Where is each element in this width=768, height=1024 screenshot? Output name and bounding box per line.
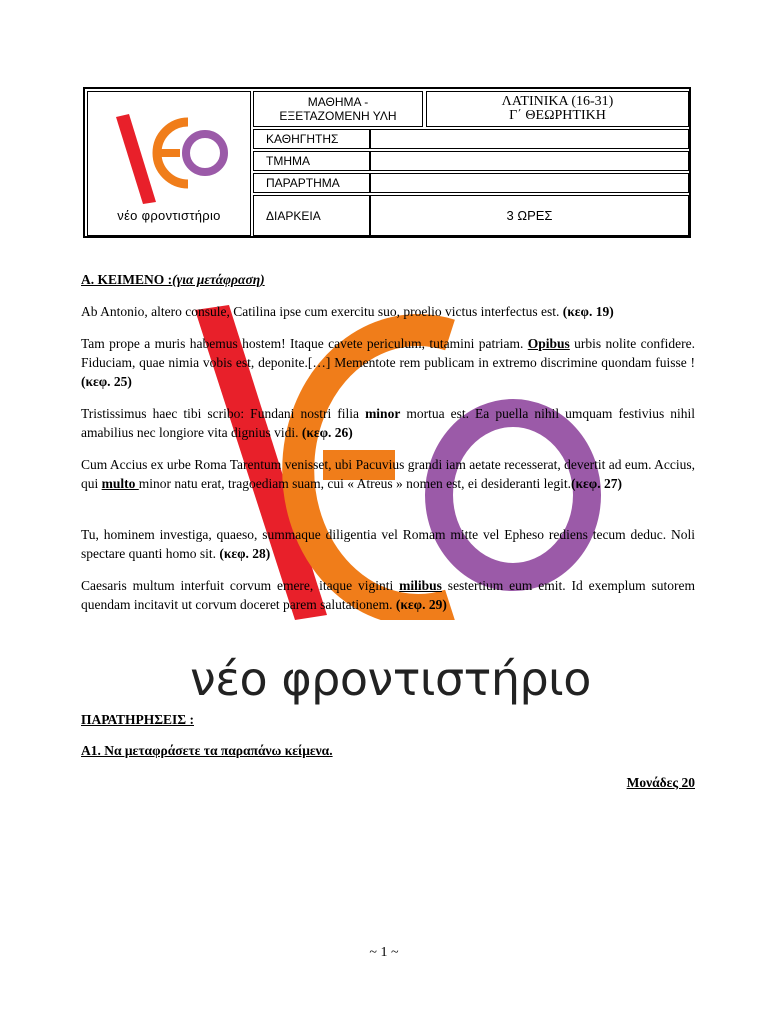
subject-value-cell: [426, 91, 689, 127]
duration-label: ΔΙΑΡΚΕΙΑ: [253, 195, 370, 236]
section-a-title: [81, 270, 695, 289]
paragraph-5: [81, 525, 695, 563]
p5-ref: (κεφ. 28): [219, 546, 271, 561]
p1-ref: (κεφ. 19): [562, 304, 614, 319]
p2-ref: (κεφ. 25): [81, 374, 132, 389]
p4-ref: (κεφ. 27): [571, 476, 622, 491]
subject-label-line1: ΜΑΘΗΜΑ -: [307, 95, 369, 109]
teacher-value: [370, 129, 689, 149]
remarks-heading: [81, 710, 695, 729]
p4-text-b: minor natu erat, tragoediam suam, cui « Atreus » nomen est, ei desideranti legit.: [138, 476, 572, 491]
remarks-text: ΠΑΡΑΤΗΡΗΣΕΙΣ :: [81, 712, 194, 727]
p1-text: Ab Antonio, altero consule, Catilina ipse cum exercitu suo, proelio victus interfectus est.: [81, 304, 563, 319]
paragraph-6: [81, 576, 695, 614]
paragraph-2: [81, 334, 695, 391]
p6-ref: (κεφ. 29): [395, 597, 447, 612]
p2-text-b: urbis nolite confidere. Fiduciam, quae nimia vobis est, deponite.[…] Mementote rem publicam in extremo discrimine quondam fuisse !: [81, 336, 695, 370]
subject-label-line2: ΕΞΕΤΑΖΟΜΕΝΗ ΥΛΗ: [279, 109, 397, 123]
section-a-title-italic: (για μετάφραση): [172, 272, 265, 287]
class-label: ΤΜΗΜΑ: [253, 151, 370, 171]
task-a1: [81, 741, 695, 760]
subject-value-line1: ΛΑΤΙΝΙΚΑ (16-31): [501, 94, 614, 109]
big-logo-wordmark: νέο φροντιστήριο: [190, 652, 591, 706]
subject-value-line2: Γ΄ ΘΕΩΡΗΤΙΚΗ: [509, 108, 606, 123]
paragraph-3: [81, 404, 695, 442]
branch-label: ΠΑΡΑΡΤΗΜΑ: [253, 173, 370, 193]
p6-bold: milibus: [399, 578, 442, 593]
points-text: Μονάδες 20: [626, 775, 695, 790]
points-line: [81, 773, 695, 792]
p2-text-a: Tam prope a muris habemus hostem! Itaque cavete periculum, tutamini patriam.: [81, 336, 528, 351]
p3-text-a: Tristissimus haec tibi scribo: Fundani nostri filia: [81, 406, 366, 421]
p6-text-a: Caesaris multum interfuit corvum emere, itaque viginti: [81, 578, 400, 593]
p4-bold: multo: [101, 476, 139, 491]
header-table: [83, 87, 691, 238]
teacher-label: ΚΑΘΗΓΗΤΗΣ: [253, 129, 370, 149]
paragraph-4: [81, 455, 695, 493]
section-a-title-bold: Α. ΚΕΙΜΕΝΟ :: [81, 272, 173, 287]
subject-label-cell: [253, 91, 423, 127]
p4-text-a: Cum Accius ex urbe Roma Tarentum venisset, ubi Pacuvius grandi iam aetate recesserat, devertit ad eum. Accius, qui: [81, 457, 695, 491]
p5-text-a: Tu, hominem investiga, quaeso, summaque diligentia vel Romam mitte vel Epheso rediens tecum deduc. Noli spectare quanti homo sit.: [81, 527, 695, 561]
p3-bold: minor: [365, 406, 401, 421]
task-text: Α1. Να μεταφράσετε τα παραπάνω κείμενα.: [81, 743, 333, 758]
p3-text-b: mortua est. Ea puella nihil umquam festivius nihil amabilius nec longiore vita dignius vidi.: [81, 406, 695, 440]
p3-ref: (κεφ. 26): [301, 425, 353, 440]
p2-bold: Opibus: [527, 336, 570, 351]
p6-text-b: sestertium eum emit. Id exemplum sutorem quendam incitavit ut corvum doceret parem salutationem.: [81, 578, 695, 612]
duration-value: 3 ΩΡΕΣ: [370, 195, 689, 236]
paragraph-1: [81, 302, 695, 321]
page-number: ~ 1 ~: [369, 945, 399, 960]
branch-value: [370, 173, 689, 193]
logo-text: νέο φροντιστήριο: [117, 208, 221, 223]
logo-cell: [87, 91, 251, 236]
class-value: [370, 151, 689, 171]
